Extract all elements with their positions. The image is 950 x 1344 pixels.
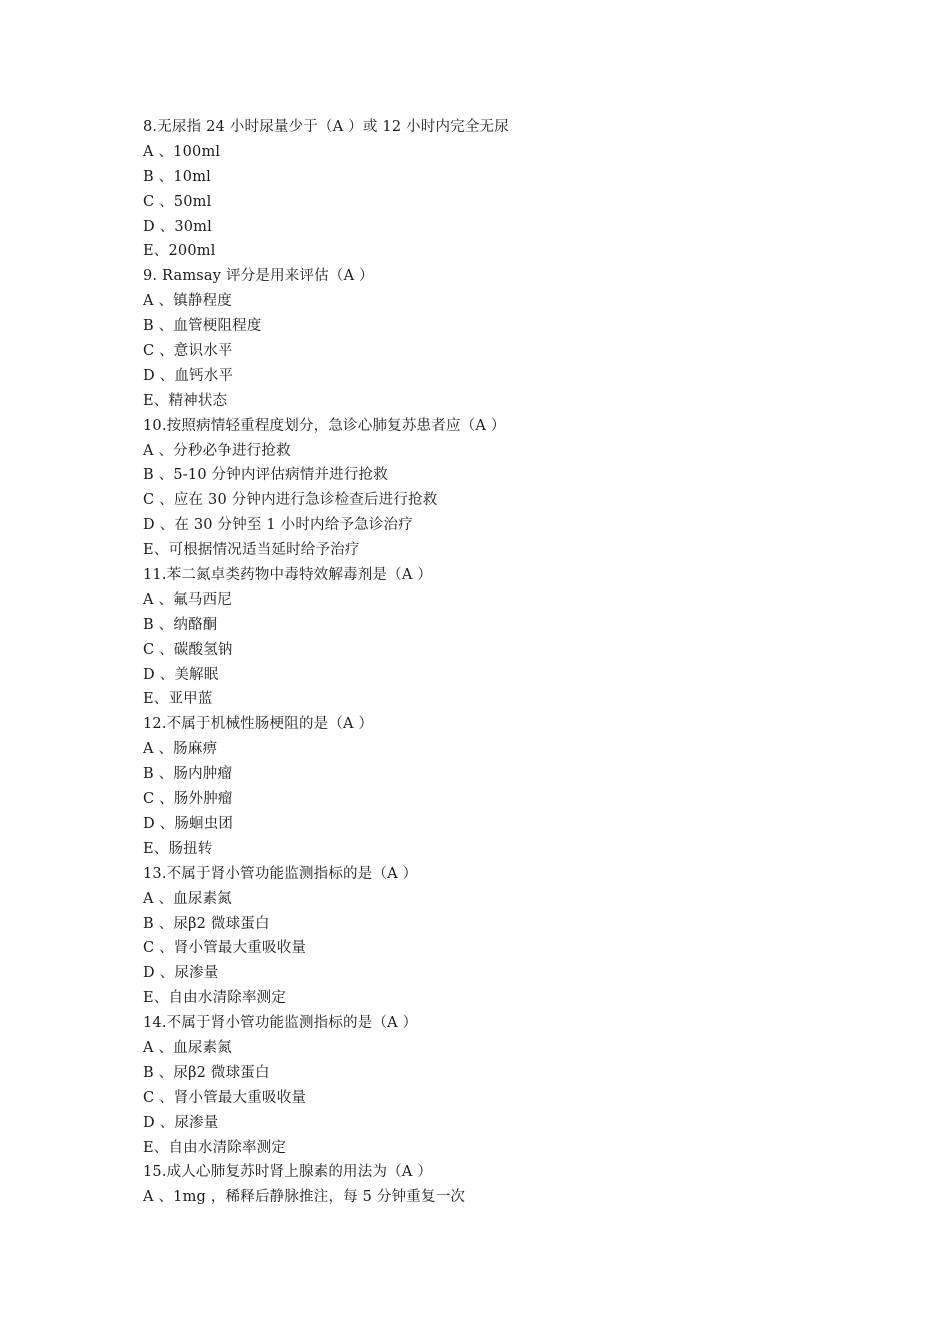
question-text: 13.不属于肾小管功能监测指标的是（A ） xyxy=(143,865,418,882)
question-text: 11.苯二氮卓类药物中毒特效解毒剂是（A ） xyxy=(143,567,433,584)
answer-option: D 、美解眠 xyxy=(143,666,219,683)
answer-option: C 、碳酸氢钠 xyxy=(143,641,233,658)
answer-option: B 、肠内肿瘤 xyxy=(143,766,233,783)
answer-option: A 、血尿素氮 xyxy=(143,1039,232,1056)
answer-option: A 、肠麻痹 xyxy=(143,741,218,758)
answer-option: A 、镇静程度 xyxy=(143,293,232,310)
document-body xyxy=(143,115,863,1210)
answer-option: C 、肾小管最大重吸收量 xyxy=(143,1089,307,1106)
answer-option: E、200ml xyxy=(143,243,216,260)
answer-option: D 、血钙水平 xyxy=(143,367,234,384)
answer-option: E、自由水清除率测定 xyxy=(143,1139,287,1156)
answer-option: C 、肠外肿瘤 xyxy=(143,791,233,808)
answer-option: A 、100ml xyxy=(143,143,221,160)
answer-option: B 、尿β2 微球蛋白 xyxy=(143,1064,270,1081)
answer-option: B 、血管梗阻程度 xyxy=(143,318,262,335)
question-text: 9. Ramsay 评分是用来评估（A ） xyxy=(143,268,374,285)
answer-option: A 、分秒必争进行抢救 xyxy=(143,442,291,459)
answer-option: C 、应在 30 分钟内进行急诊检查后进行抢救 xyxy=(143,492,438,509)
answer-option: D 、尿渗量 xyxy=(143,965,219,982)
answer-option: D 、在 30 分钟至 1 小时内给予急诊治疗 xyxy=(143,517,413,534)
answer-option: E、肠扭转 xyxy=(143,840,213,857)
answer-option: C 、肾小管最大重吸收量 xyxy=(143,940,307,957)
answer-option: C 、50ml xyxy=(143,193,212,210)
answer-option: A 、氟马西尼 xyxy=(143,591,232,608)
answer-option: E、可根据情况适当延时给予治疗 xyxy=(143,542,360,559)
question-text: 12.不属于机械性肠梗阻的是（A ） xyxy=(143,716,374,733)
answer-option: D 、30ml xyxy=(143,218,212,235)
answer-option: C 、意识水平 xyxy=(143,343,233,360)
answer-option: E、亚甲蓝 xyxy=(143,691,213,708)
answer-option: D 、肠蛔虫团 xyxy=(143,815,234,832)
answer-option: A 、血尿素氮 xyxy=(143,890,232,907)
answer-option: B 、尿β2 微球蛋白 xyxy=(143,915,270,932)
answer-option: E、精神状态 xyxy=(143,392,228,409)
question-text: 14.不属于肾小管功能监测指标的是（A ） xyxy=(143,1015,418,1032)
answer-option: D 、尿渗量 xyxy=(143,1114,219,1131)
question-text: 10.按照病情轻重程度划分，急诊心肺复苏患者应（A ） xyxy=(143,417,506,434)
answer-option: E、自由水清除率测定 xyxy=(143,990,287,1007)
answer-option: B 、纳酪酮 xyxy=(143,616,218,633)
question-text: 15.成人心肺复苏时肾上腺素的用法为（A ） xyxy=(143,1164,433,1181)
question-text: 8.无尿指 24 小时尿量少于（A ）或 12 小时内完全无尿 xyxy=(143,119,509,135)
answer-option: A 、1mg ，稀释后静脉推注，每 5 分钟重复一次 xyxy=(143,1189,466,1206)
answer-option: B 、10ml xyxy=(143,168,212,185)
answer-option: B 、5-10 分钟内评估病情并进行抢救 xyxy=(143,467,388,484)
